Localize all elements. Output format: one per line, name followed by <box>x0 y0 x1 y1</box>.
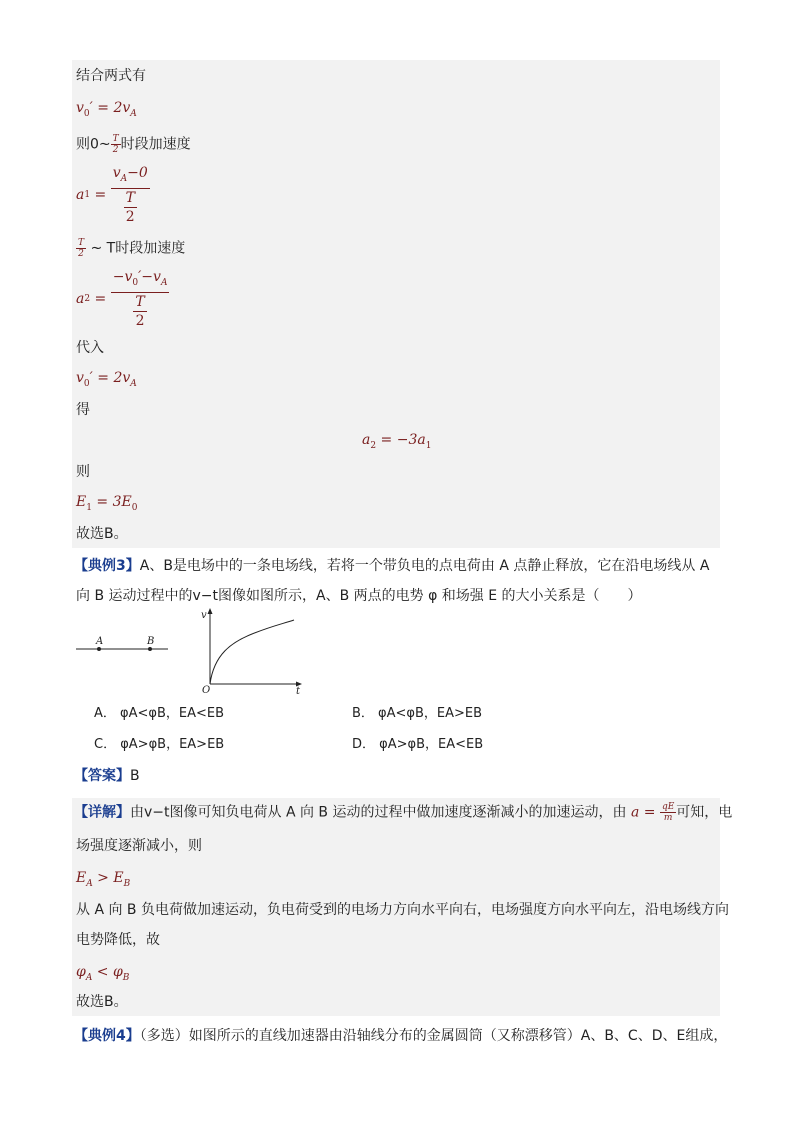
axis-t-label: t <box>296 686 301 696</box>
text-line: 得 <box>76 402 90 418</box>
label-b: B <box>147 636 155 647</box>
example3-answer: 【答案】B <box>74 768 140 784</box>
inequality-phi: $\varphi_A < \varphi_B$ <box>76 964 130 983</box>
text-line: 代入 <box>76 340 104 356</box>
point-b <box>148 647 152 651</box>
text-line-interval2: $\frac{T}{2}$ ~ T时段加速度 <box>78 238 186 259</box>
example3-detail-line1: 【详解】由v−t图像可知负电荷从 A 向 B 运动的过程中做加速度逐渐减小的加速运动，由 a = $\frac{qE}{m}$ 可知，电 <box>74 802 733 823</box>
option-a[interactable]: A． φA<φB，EA<EB <box>94 706 225 721</box>
text-line: 故选B。 <box>76 526 128 542</box>
v-axis-arrow <box>208 608 213 614</box>
equation-a2: a 2 = $\frac{-v_0'-v_A}{\frac{T}{2}}$ <box>76 269 168 329</box>
example3-question-line2: 向 B 运动过程中的v−t图像如图所示，A、B 两点的电势 φ 和场强 E 的大小关系是（ ） <box>76 588 642 604</box>
example3-figure <box>72 604 312 696</box>
text-line-interval: 则0~ $\frac{T}{2}$ 时段加速度 <box>76 134 191 155</box>
text-line: 结合两式有 <box>76 68 146 84</box>
equation-v0-repeat: $v_0' = 2v_A$ <box>76 370 137 389</box>
example3-detail-line3: 从 A 向 B 负电荷做加速运动，负电荷受到的电场力方向水平向右，电场强度方向水平向左，沿电场线方向 <box>76 902 729 918</box>
example3-detail-line4: 电势降低，故 <box>76 932 160 948</box>
axis-v-label: v <box>201 610 207 621</box>
equation-v0: $v_0' = 2v_A$ <box>76 100 137 119</box>
example3-detail-line2: 场强度逐渐减小，则 <box>76 838 202 854</box>
option-d[interactable]: D． φA>φB，EA<EB <box>352 737 484 752</box>
point-a <box>97 647 101 651</box>
equation-a2-result: $a_2 = -3a_1$ <box>362 432 432 451</box>
option-c[interactable]: C． φA>φB，EA>EB <box>94 737 225 752</box>
text-line: 则 <box>76 464 90 480</box>
vt-curve <box>210 620 294 684</box>
example4-question-line1: 【典例4】（多选）如图所示的直线加速器由沿轴线分布的金属圆筒（又称漂移管）A、B、C、D、E组成， <box>74 1028 728 1044</box>
inequality-E: $E_A > E_B$ <box>76 870 131 889</box>
equation-E1: $E_1 = 3E_0$ <box>76 494 138 513</box>
origin-label: O <box>202 685 211 696</box>
equation-a1: a 1 = $\frac{v_A-0}{\frac{T}{2}}$ <box>76 165 148 225</box>
label-a: A <box>96 636 104 647</box>
example3-final: 故选B。 <box>76 994 128 1010</box>
example3-question-line1: 【典例3】A、B是电场中的一条电场线，若将一个带负电的点电荷由 A 点静止释放，它在沿电场线从 A <box>74 558 710 574</box>
option-b[interactable]: B． φA<φB，EA>EB <box>352 706 483 721</box>
